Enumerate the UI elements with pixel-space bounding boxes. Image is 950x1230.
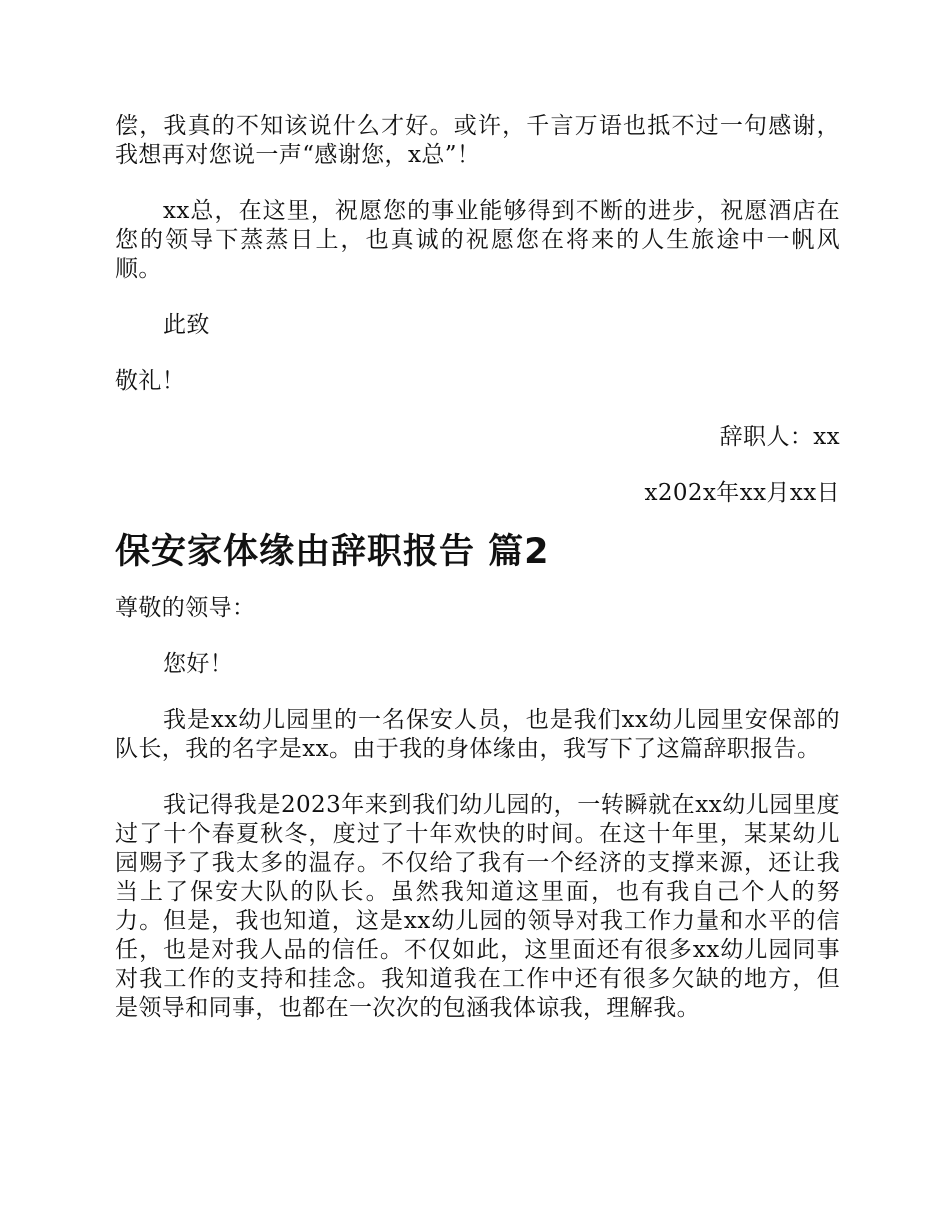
closing-line-1: 此致 [163,312,210,338]
paragraph-1: 我是xx幼儿园里的一名保安人员，也是我们xx幼儿园里安保部的队长，我的名字是xx。由于我的身体缘由，我写下了这篇辞职报告。 [115,707,840,762]
paragraph-2: 我记得我是2023年来到我们幼儿园的，一转瞬就在xx幼儿园里度过了十个春夏秋冬，度过了十年欢快的时间。在这十年里，某某幼儿园赐予了我太多的温存。不仅给了我有一个经济的支撑来源，还让我当上了保安大队的队长。虽然我知道这里面，也有我自己个人的努力。但是，我也知道，这是xx幼儿园的领导对我工作力量和水平的信任，也是对我人品的信任。不仅如此，这里面还有很多xx幼儿园同事对我工作的支持和挂念。我知道我在工作中还有很多欠缺的地方，但是领导和同事，也都在一次次的包涵我体谅我，理解我。 [115,792,840,1021]
signature: 辞职人：xx [719,424,840,450]
paragraph-continued: 偿，我真的不知该说什么才好。或许，千言万语也抵不过一句感谢，我想再对您说一声“感谢您，x总”！ [115,113,840,168]
document-page [115,112,840,1023]
closing-line-2: 敬礼！ [115,368,186,394]
paragraph-wish: xx总，在这里，祝愿您的事业能够得到不断的进步，祝愿酒店在您的领导下蒸蒸日上，也真诚的祝愿您在将来的人生旅途中一帆风顺。 [115,198,840,282]
salutation: 尊敬的领导： [115,595,256,621]
section-title: 保安家体缘由辞职报告 篇2 [115,532,550,572]
date: x202x年xx月xx日 [644,480,840,506]
greeting: 您好！ [163,651,234,677]
